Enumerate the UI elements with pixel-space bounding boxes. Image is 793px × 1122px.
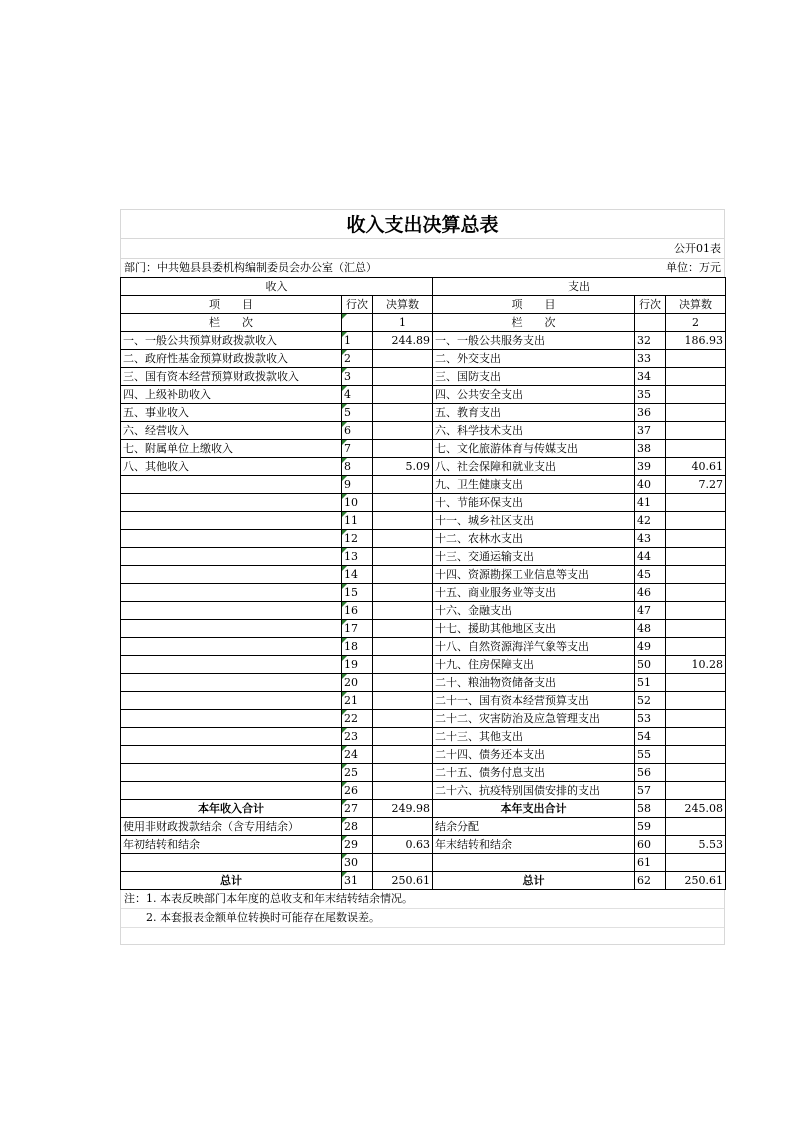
expense-line-no: 37 <box>635 422 666 440</box>
income-line-no: 9 <box>342 476 373 494</box>
expense-item: 一、一般公共服务支出 <box>433 332 635 350</box>
expense-line-no: 48 <box>635 620 666 638</box>
income-item: 一、一般公共预算财政拨款收入 <box>121 332 342 350</box>
expense-amount: 250.61 <box>666 872 726 890</box>
expense-line-no: 47 <box>635 602 666 620</box>
table-row <box>121 674 726 692</box>
expense-item: 结余分配 <box>433 818 635 836</box>
expense-item: 年末结转和结余 <box>433 836 635 854</box>
income-item: 八、其他收入 <box>121 458 342 476</box>
table-row <box>121 512 726 530</box>
expense-item: 总计 <box>433 872 635 890</box>
income-item: 二、政府性基金预算财政拨款收入 <box>121 350 342 368</box>
income-line-no: 28 <box>342 818 373 836</box>
income-amount <box>373 782 433 800</box>
expense-line-no: 33 <box>635 350 666 368</box>
table-row <box>121 746 726 764</box>
income-item <box>121 494 342 512</box>
expense-item: 五、教育支出 <box>433 404 635 422</box>
income-amount <box>373 584 433 602</box>
expense-line-no: 35 <box>635 386 666 404</box>
expense-item-header: 项 目 <box>433 296 635 314</box>
income-amount <box>373 566 433 584</box>
income-amount <box>373 530 433 548</box>
income-line-no: 6 <box>342 422 373 440</box>
income-line-header: 行次 <box>342 296 373 314</box>
expense-amount <box>666 692 726 710</box>
income-amount <box>373 656 433 674</box>
income-line-no: 19 <box>342 656 373 674</box>
expense-amount <box>666 764 726 782</box>
income-amount <box>373 548 433 566</box>
expense-line-no: 54 <box>635 728 666 746</box>
income-item <box>121 674 342 692</box>
expense-amount <box>666 404 726 422</box>
expense-line-no: 38 <box>635 440 666 458</box>
income-item <box>121 584 342 602</box>
expense-line-header: 行次 <box>635 296 666 314</box>
expense-line-no: 50 <box>635 656 666 674</box>
income-amount <box>373 764 433 782</box>
expense-line-no: 39 <box>635 458 666 476</box>
table-row <box>121 530 726 548</box>
expense-item: 十六、金融支出 <box>433 602 635 620</box>
table-row <box>121 494 726 512</box>
income-amount <box>373 350 433 368</box>
income-amount <box>373 746 433 764</box>
expense-amount <box>666 530 726 548</box>
income-item: 本年收入合计 <box>121 800 342 818</box>
income-item <box>121 710 342 728</box>
table-row <box>121 476 726 494</box>
income-column-index: 1 <box>373 314 433 332</box>
expense-line-no: 42 <box>635 512 666 530</box>
income-item <box>121 638 342 656</box>
expense-amount <box>666 566 726 584</box>
income-line-no: 14 <box>342 566 373 584</box>
expense-amount-header: 决算数 <box>666 296 726 314</box>
table-row <box>121 440 726 458</box>
summary-table <box>120 277 726 890</box>
income-line-no: 15 <box>342 584 373 602</box>
subtotal-row <box>121 800 726 818</box>
table-row <box>121 350 726 368</box>
income-item <box>121 566 342 584</box>
expense-item: 十、节能环保支出 <box>433 494 635 512</box>
expense-line-no: 61 <box>635 854 666 872</box>
income-line-no: 23 <box>342 728 373 746</box>
income-amount <box>373 674 433 692</box>
income-amount <box>373 404 433 422</box>
income-item: 六、经营收入 <box>121 422 342 440</box>
income-item: 总计 <box>121 872 342 890</box>
expense-line-no: 55 <box>635 746 666 764</box>
income-amount <box>373 710 433 728</box>
expense-item: 十八、自然资源海洋气象等支出 <box>433 638 635 656</box>
table-row <box>121 332 726 350</box>
expense-amount: 7.27 <box>666 476 726 494</box>
expense-line-no: 57 <box>635 782 666 800</box>
total-row <box>121 872 726 890</box>
income-item <box>121 548 342 566</box>
expense-line-no: 49 <box>635 638 666 656</box>
expense-item: 二十四、债务还本支出 <box>433 746 635 764</box>
expense-line-no: 51 <box>635 674 666 692</box>
income-line-no: 24 <box>342 746 373 764</box>
income-item <box>121 746 342 764</box>
income-item <box>121 764 342 782</box>
income-amount <box>373 422 433 440</box>
note-line: 2. 本套报表金额单位转换时可能存在尾数误差。 <box>121 909 724 928</box>
expense-amount <box>666 710 726 728</box>
expense-amount <box>666 818 726 836</box>
income-amount: 244.89 <box>373 332 433 350</box>
section-header-row <box>121 278 726 296</box>
table-row <box>121 782 726 800</box>
income-amount <box>373 692 433 710</box>
income-amount-header: 决算数 <box>373 296 433 314</box>
expense-amount <box>666 584 726 602</box>
income-line-no: 26 <box>342 782 373 800</box>
expense-amount <box>666 386 726 404</box>
expense-amount: 10.28 <box>666 656 726 674</box>
income-item: 七、附属单位上缴收入 <box>121 440 342 458</box>
income-amount <box>373 494 433 512</box>
expense-column-blank <box>635 314 666 332</box>
income-item <box>121 476 342 494</box>
expense-item: 十五、商业服务业等支出 <box>433 584 635 602</box>
table-row <box>121 836 726 854</box>
income-line-no: 7 <box>342 440 373 458</box>
table-row <box>121 422 726 440</box>
income-item <box>121 620 342 638</box>
income-amount: 5.09 <box>373 458 433 476</box>
income-line-no: 5 <box>342 404 373 422</box>
table-row <box>121 854 726 872</box>
income-line-no: 29 <box>342 836 373 854</box>
expense-item: 二十五、债务付息支出 <box>433 764 635 782</box>
expense-item: 二十二、灾害防治及应急管理支出 <box>433 710 635 728</box>
table-row <box>121 548 726 566</box>
income-amount <box>373 512 433 530</box>
expense-item: 六、科学技术支出 <box>433 422 635 440</box>
expense-line-no: 60 <box>635 836 666 854</box>
income-amount: 249.98 <box>373 800 433 818</box>
income-line-no: 31 <box>342 872 373 890</box>
income-line-no: 3 <box>342 368 373 386</box>
income-item <box>121 530 342 548</box>
expense-amount <box>666 548 726 566</box>
income-item <box>121 512 342 530</box>
expense-item: 七、文化旅游体育与传媒支出 <box>433 440 635 458</box>
note-line: 注：1. 本表反映部门本年度的总收支和年末结转结余情况。 <box>121 890 724 909</box>
income-amount <box>373 440 433 458</box>
income-amount <box>373 368 433 386</box>
expense-line-no: 36 <box>635 404 666 422</box>
income-item-header: 项 目 <box>121 296 342 314</box>
dept-row <box>120 258 725 277</box>
expense-header: 支出 <box>433 278 726 296</box>
income-line-no: 10 <box>342 494 373 512</box>
expense-item: 四、公共安全支出 <box>433 386 635 404</box>
table-row <box>121 584 726 602</box>
expense-line-no: 43 <box>635 530 666 548</box>
expense-line-no: 53 <box>635 710 666 728</box>
income-line-no: 27 <box>342 800 373 818</box>
income-item <box>121 602 342 620</box>
expense-amount: 40.61 <box>666 458 726 476</box>
table-row <box>121 620 726 638</box>
income-amount <box>373 386 433 404</box>
income-line-no: 22 <box>342 710 373 728</box>
expense-item: 二十、粮油物资储备支出 <box>433 674 635 692</box>
income-line-no: 4 <box>342 386 373 404</box>
expense-line-no: 59 <box>635 818 666 836</box>
income-line-no: 12 <box>342 530 373 548</box>
expense-amount <box>666 638 726 656</box>
table-row <box>121 566 726 584</box>
expense-line-no: 34 <box>635 368 666 386</box>
expense-amount <box>666 854 726 872</box>
report-sheet <box>120 209 725 945</box>
income-line-no: 8 <box>342 458 373 476</box>
expense-amount <box>666 494 726 512</box>
expense-item: 二十一、国有资本经营预算支出 <box>433 692 635 710</box>
expense-item: 八、社会保障和就业支出 <box>433 458 635 476</box>
income-line-no: 13 <box>342 548 373 566</box>
expense-line-no: 45 <box>635 566 666 584</box>
expense-amount: 245.08 <box>666 800 726 818</box>
expense-line-no: 56 <box>635 764 666 782</box>
table-row <box>121 728 726 746</box>
expense-line-no: 62 <box>635 872 666 890</box>
income-line-no: 1 <box>342 332 373 350</box>
income-line-no: 18 <box>342 638 373 656</box>
income-amount <box>373 728 433 746</box>
table-row <box>121 656 726 674</box>
income-item: 四、上级补助收入 <box>121 386 342 404</box>
column-index-row <box>121 314 726 332</box>
income-item: 五、事业收入 <box>121 404 342 422</box>
income-line-no: 11 <box>342 512 373 530</box>
expense-amount <box>666 440 726 458</box>
expense-item: 二十六、抗疫特别国债安排的支出 <box>433 782 635 800</box>
income-column-blank <box>342 314 373 332</box>
unit-label: 单位：万元 <box>666 261 721 274</box>
expense-amount <box>666 350 726 368</box>
income-item: 三、国有资本经营预算财政拨款收入 <box>121 368 342 386</box>
expense-item: 十七、援助其他地区支出 <box>433 620 635 638</box>
income-item <box>121 782 342 800</box>
form-number: 公开01表 <box>120 238 725 258</box>
expense-amount: 186.93 <box>666 332 726 350</box>
table-row <box>121 638 726 656</box>
income-item <box>121 854 342 872</box>
expense-line-no: 52 <box>635 692 666 710</box>
expense-column-label: 栏 次 <box>433 314 635 332</box>
income-column-label: 栏 次 <box>121 314 342 332</box>
income-item <box>121 656 342 674</box>
expense-item: 二十三、其他支出 <box>433 728 635 746</box>
expense-amount <box>666 602 726 620</box>
table-row <box>121 386 726 404</box>
expense-line-no: 40 <box>635 476 666 494</box>
income-line-no: 2 <box>342 350 373 368</box>
expense-line-no: 46 <box>635 584 666 602</box>
expense-amount <box>666 422 726 440</box>
income-item <box>121 692 342 710</box>
expense-item: 九、卫生健康支出 <box>433 476 635 494</box>
expense-amount <box>666 746 726 764</box>
expense-item: 十二、农林水支出 <box>433 530 635 548</box>
table-row <box>121 404 726 422</box>
table-row <box>121 710 726 728</box>
income-line-no: 16 <box>342 602 373 620</box>
expense-item: 十三、交通运输支出 <box>433 548 635 566</box>
income-amount <box>373 476 433 494</box>
expense-item <box>433 854 635 872</box>
income-amount <box>373 602 433 620</box>
expense-line-no: 58 <box>635 800 666 818</box>
income-item <box>121 728 342 746</box>
expense-amount <box>666 512 726 530</box>
table-row <box>121 818 726 836</box>
table-row <box>121 458 726 476</box>
table-row <box>121 602 726 620</box>
expense-amount <box>666 368 726 386</box>
table-row <box>121 368 726 386</box>
expense-amount <box>666 674 726 692</box>
expense-line-no: 32 <box>635 332 666 350</box>
income-line-no: 17 <box>342 620 373 638</box>
expense-line-no: 41 <box>635 494 666 512</box>
income-line-no: 21 <box>342 692 373 710</box>
expense-item: 十四、资源勘探工业信息等支出 <box>433 566 635 584</box>
expense-line-no: 44 <box>635 548 666 566</box>
notes-block <box>120 890 725 928</box>
income-amount <box>373 818 433 836</box>
income-item: 年初结转和结余 <box>121 836 342 854</box>
income-amount <box>373 854 433 872</box>
expense-amount <box>666 782 726 800</box>
income-amount <box>373 638 433 656</box>
expense-amount <box>666 728 726 746</box>
expense-item: 二、外交支出 <box>433 350 635 368</box>
expense-item: 十九、住房保障支出 <box>433 656 635 674</box>
report-title: 收入支出决算总表 <box>120 209 725 238</box>
income-amount <box>373 620 433 638</box>
expense-item: 三、国防支出 <box>433 368 635 386</box>
income-amount: 0.63 <box>373 836 433 854</box>
table-row <box>121 764 726 782</box>
expense-item: 本年支出合计 <box>433 800 635 818</box>
expense-amount: 5.53 <box>666 836 726 854</box>
table-row <box>121 692 726 710</box>
department-label: 部门：中共勉县县委机构编制委员会办公室（汇总） <box>124 261 377 274</box>
income-amount: 250.61 <box>373 872 433 890</box>
blank-row <box>120 928 725 945</box>
expense-column-index: 2 <box>666 314 726 332</box>
column-header-row <box>121 296 726 314</box>
expense-amount <box>666 620 726 638</box>
income-item: 使用非财政拨款结余（含专用结余） <box>121 818 342 836</box>
expense-item: 十一、城乡社区支出 <box>433 512 635 530</box>
income-header: 收入 <box>121 278 433 296</box>
income-line-no: 30 <box>342 854 373 872</box>
income-line-no: 20 <box>342 674 373 692</box>
income-line-no: 25 <box>342 764 373 782</box>
